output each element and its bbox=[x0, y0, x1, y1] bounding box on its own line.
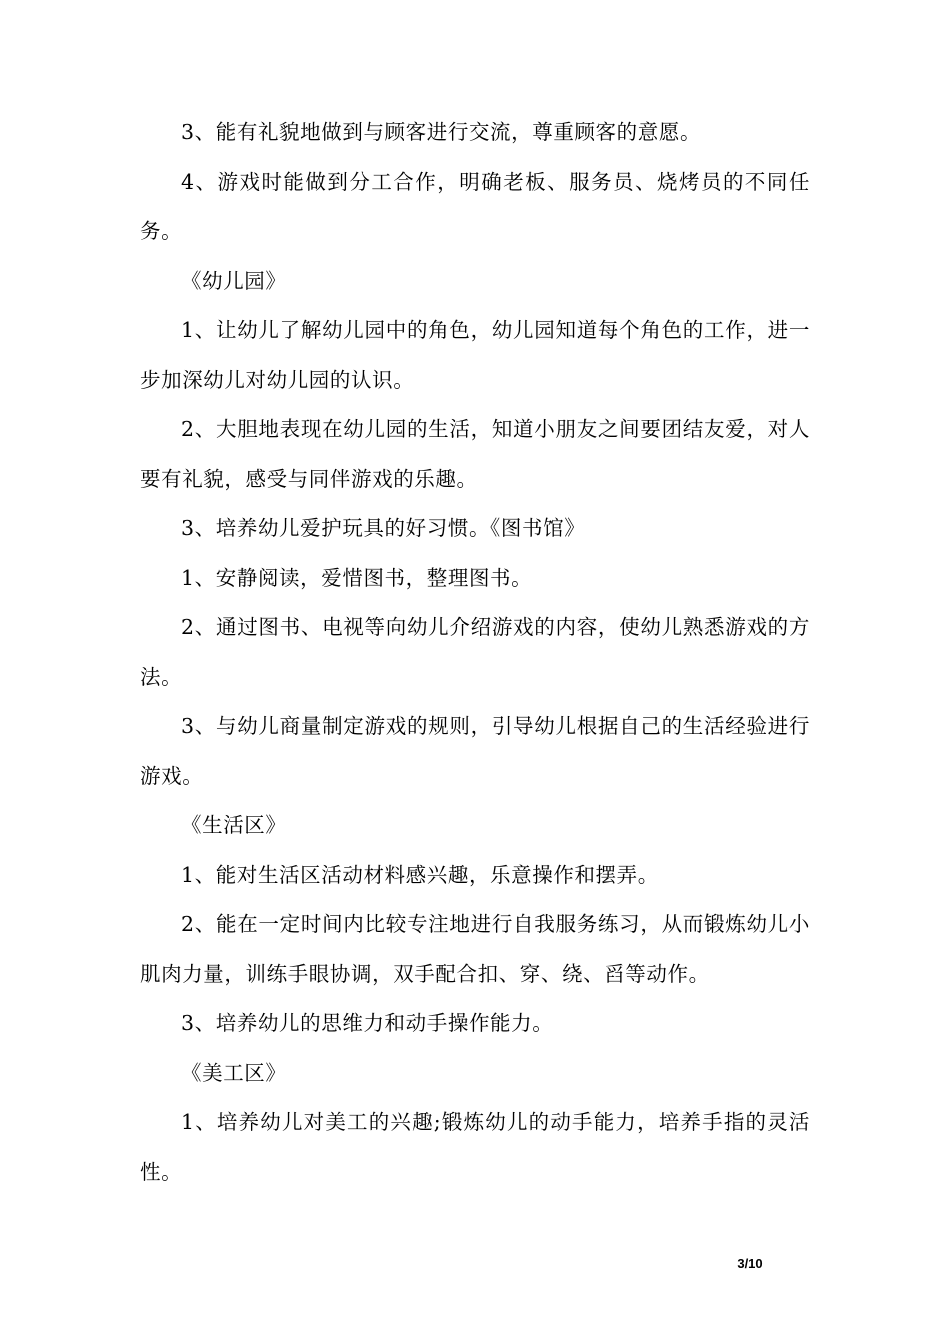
paragraph: 3、培养幼儿的思维力和动手操作能力。 bbox=[181, 1011, 554, 1035]
section-heading: 《美工区》 bbox=[181, 1060, 287, 1085]
paragraph: 1、安静阅读，爱惜图书，整理图书。 bbox=[181, 565, 533, 590]
section-heading: 《生活区》 bbox=[181, 813, 287, 837]
document-body bbox=[140, 108, 810, 1197]
page-number: 3/10 bbox=[737, 1256, 763, 1271]
paragraph: 3、能有礼貌地做到与顾客进行交流，尊重顾客的意愿。 bbox=[181, 120, 702, 144]
section-heading: 《幼儿园》 bbox=[181, 268, 287, 293]
paragraph: 2、大胆地表现在幼儿园的生活，知道小朋友之间要团结友爱，对人要有礼貌，感受与同伴游戏的乐趣。 bbox=[140, 417, 810, 491]
paragraph: 1、能对生活区活动材料感兴趣，乐意操作和摆弄。 bbox=[181, 862, 659, 887]
paragraph: 4、游戏时能做到分工合作，明确老板、服务员、烧烤员的不同任务。 bbox=[140, 169, 810, 243]
paragraph: 2、能在一定时间内比较专注地进行自我服务练习，从而锻炼幼儿小肌肉力量，训练手眼协调，双手配合扣、穿、绕、舀等动作。 bbox=[140, 912, 810, 986]
paragraph: 1、让幼儿了解幼儿园中的角色，幼儿园知道每个角色的工作，进一步加深幼儿对幼儿园的认识。 bbox=[140, 318, 810, 392]
paragraph: 2、通过图书、电视等向幼儿介绍游戏的内容，使幼儿熟悉游戏的方法。 bbox=[140, 615, 810, 689]
paragraph: 3、培养幼儿爱护玩具的好习惯。《图书馆》 bbox=[181, 516, 586, 540]
paragraph: 3、与幼儿商量制定游戏的规则，引导幼儿根据自己的生活经验进行游戏。 bbox=[140, 714, 810, 788]
paragraph: 1、培养幼儿对美工的兴趣;锻炼幼儿的动手能力，培养手指的灵活性。 bbox=[140, 1110, 810, 1184]
